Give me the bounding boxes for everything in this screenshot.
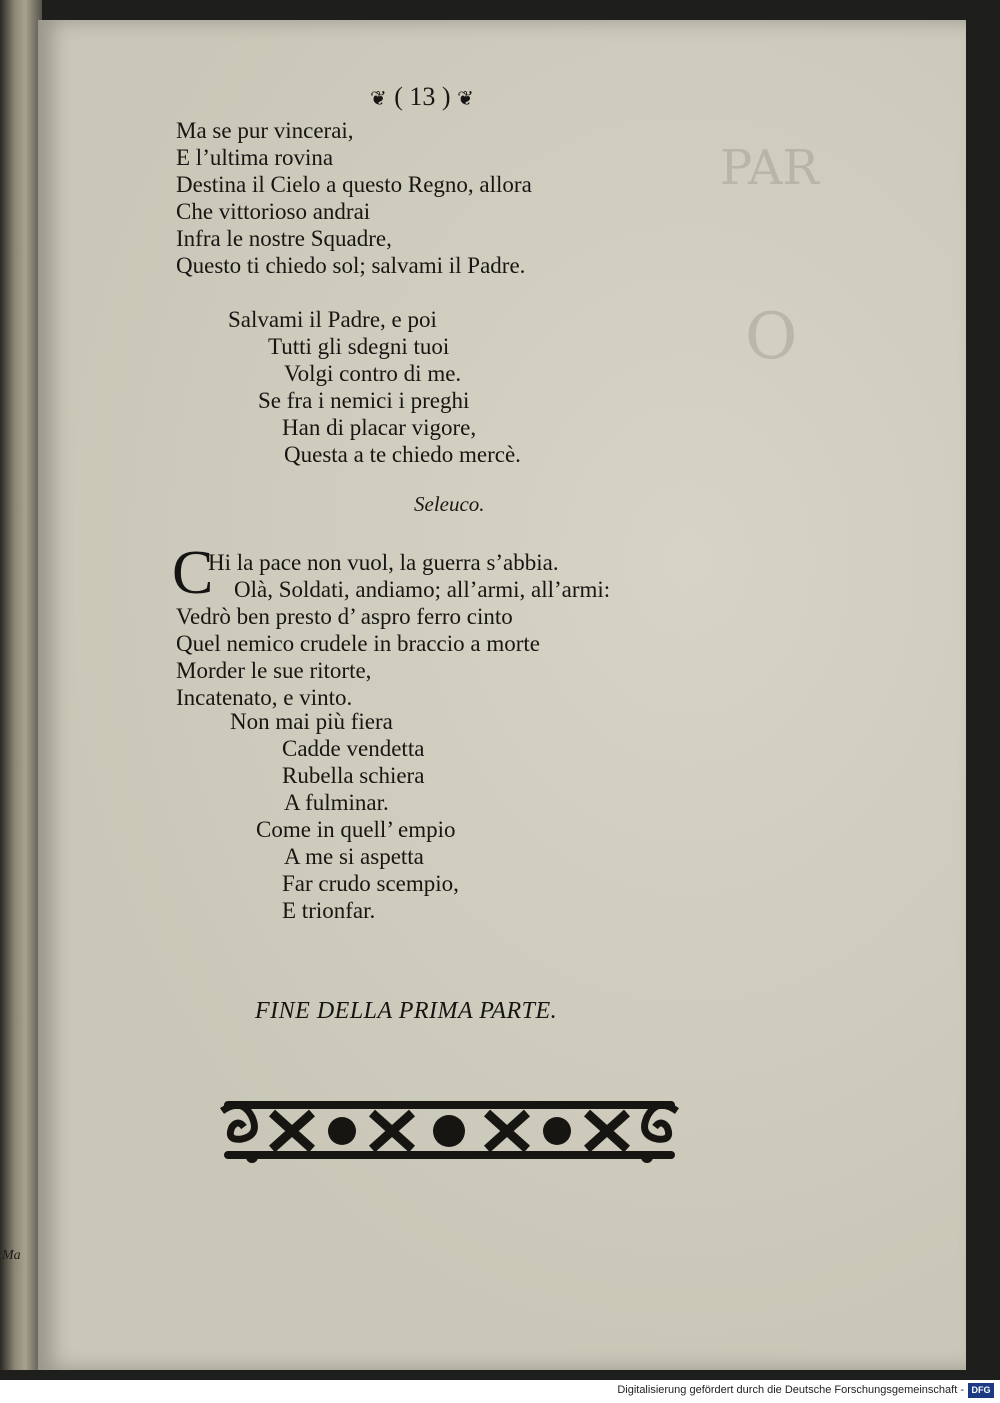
verse-line: Far crudo scempio,	[282, 871, 459, 896]
drop-cap: C	[172, 539, 214, 607]
verse-line: Quel nemico crudele in braccio a morte	[176, 631, 541, 656]
verse-line: Morder le sue ritorte,	[176, 658, 372, 683]
verse-line: Non mai più fiera	[230, 709, 393, 734]
verse-line: Cadde vendetta	[282, 736, 425, 761]
verse-line: Han di placar vigore,	[282, 415, 477, 440]
closing-line: FINE DELLA PRIMA PARTE.	[255, 998, 558, 1024]
tailpiece-ornament-icon	[212, 1093, 687, 1168]
footer-credit: Digitalisierung gefördert durch die Deutsche Forschungsgemeinschaft -	[617, 1384, 964, 1396]
digitization-footer	[0, 1380, 1000, 1403]
fleuron-right-icon: ❦	[457, 88, 475, 110]
verse-line: Vedrò ben presto d’ aspro ferro cinto	[176, 604, 513, 629]
verse-line: Questo ti chiedo sol; salvami il Padre.	[176, 253, 526, 278]
verse-line: E l’ultima rovina	[176, 145, 334, 170]
speaker-heading: Seleuco.	[414, 492, 485, 516]
verse-line: A fulminar.	[284, 790, 389, 815]
verse-line: Incatenato, e vinto.	[176, 685, 353, 710]
verse-line: Ma se pur vincerai,	[176, 118, 354, 143]
verse-line: Volgi contro di me.	[284, 361, 462, 386]
dfg-logo: DFG	[968, 1383, 994, 1398]
fleuron-left-icon: ❦	[370, 88, 388, 110]
verse-line: Se fra i nemici i preghi	[258, 388, 470, 413]
verse-line: Che vittorioso andrai	[176, 199, 371, 224]
margin-note: Ma	[2, 1248, 21, 1263]
verse-line: Rubella schiera	[282, 763, 425, 788]
verse-line: A me si aspetta	[284, 844, 424, 869]
verse-line: E trionfar.	[282, 898, 376, 923]
verse-line: Destina il Cielo a questo Regno, allora	[176, 172, 532, 197]
verse-line: Come in quell’ empio	[256, 817, 456, 842]
verse-line: Salvami il Padre, e poi	[228, 307, 437, 332]
book-spine	[0, 0, 42, 1370]
verse-line: Tutti gli sdegni tuoi	[268, 334, 450, 359]
verse-line: Hi la pace non vuol, la guerra s’abbia.	[208, 550, 559, 575]
page-header	[370, 82, 475, 112]
verse-line: Olà, Soldati, andiamo; all’armi, all’armi:	[234, 577, 611, 602]
page-number: ( 13 )	[394, 82, 451, 111]
verse-line: Infra le nostre Squadre,	[176, 226, 392, 251]
verse-line: Questa a te chiedo mercè.	[284, 442, 521, 467]
